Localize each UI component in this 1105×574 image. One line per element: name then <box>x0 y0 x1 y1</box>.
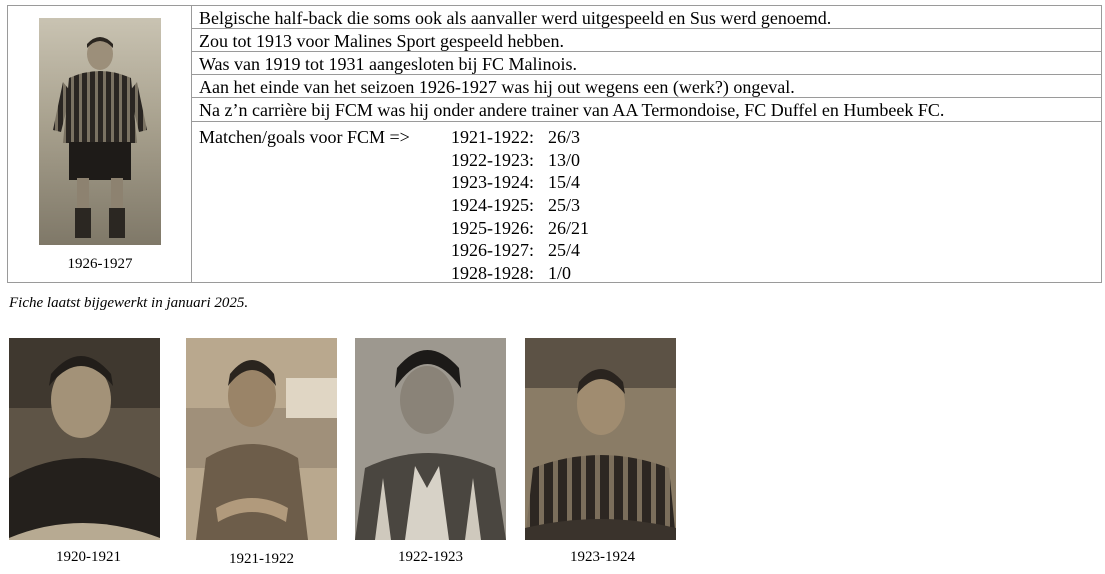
stats-label: Matchen/goals voor FCM => <box>199 127 410 147</box>
stat-season: 1923-1924: <box>451 172 534 193</box>
stats-entry <box>451 194 589 217</box>
stats-row <box>192 122 1101 282</box>
stat-value: 25/3 <box>548 195 581 216</box>
stat-season: 1928-1928: <box>451 263 534 284</box>
stat-season: 1925-1926: <box>451 217 534 238</box>
gallery-caption-4: 1923-1924 <box>570 549 635 565</box>
stat-value: 1/0 <box>548 263 572 284</box>
gallery-photo-1923-1924 <box>525 338 676 540</box>
info-column <box>192 6 1101 282</box>
stats-entry <box>451 126 589 149</box>
stats-entry <box>451 239 589 262</box>
photo-cell <box>8 6 192 282</box>
main-photo-caption: 1926-1927 <box>67 256 133 272</box>
info-line-membership: Was van 1919 tot 1931 aangesloten bij FC Malinois. <box>192 52 1101 75</box>
info-line-position: Belgische half-back die soms ook als aanvaller werd uitgespeeld en Sus werd genoemd. <box>192 6 1101 29</box>
stat-season: 1922-1923: <box>451 149 534 170</box>
stat-value: 13/0 <box>548 149 581 170</box>
stats-entry <box>451 217 589 240</box>
gallery-photo-1921-1922 <box>186 338 337 540</box>
stats-list <box>451 126 589 285</box>
player-portrait-photo <box>39 18 161 245</box>
info-line-trainer: Na z’n carrière bij FCM was hij onder andere trainer van AA Termondoise, FC Duffel en Humbeek FC. <box>192 98 1101 122</box>
stat-value: 25/4 <box>548 240 581 261</box>
stat-value: 15/4 <box>548 172 581 193</box>
stat-season: 1924-1925: <box>451 195 534 216</box>
gallery-photo-1922-1923 <box>355 338 506 540</box>
gallery-caption-2: 1921-1922 <box>229 551 294 567</box>
stat-value: 26/3 <box>548 127 581 147</box>
stat-value: 26/21 <box>548 217 590 238</box>
info-line-injury: Aan het einde van het seizoen 1926-1927 was hij out wegens een (werk?) ongeval. <box>192 75 1101 98</box>
stat-season: 1926-1927: <box>451 240 534 261</box>
stat-season: 1921-1922: <box>451 127 534 147</box>
info-line-early-club: Zou tot 1913 voor Malines Sport gespeeld hebben. <box>192 29 1101 52</box>
gallery-photo-1920-1921 <box>9 338 160 540</box>
gallery-caption-1: 1920-1921 <box>56 549 121 565</box>
stats-entry <box>451 262 589 285</box>
stats-entry <box>451 171 589 194</box>
last-updated-note: Fiche laatst bijgewerkt in januari 2025. <box>9 295 249 311</box>
profile-table <box>7 5 1102 283</box>
gallery-caption-3: 1922-1923 <box>398 549 463 565</box>
stats-entry <box>451 149 589 172</box>
